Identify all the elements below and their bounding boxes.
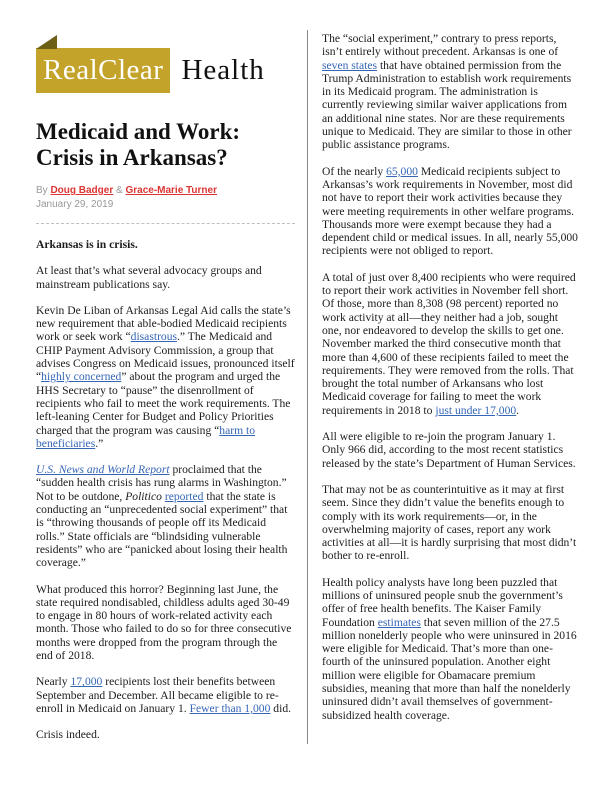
inline-link[interactable]: Fewer than 1,000 — [189, 701, 271, 715]
text-run: that have obtained permission from the Trump Administration to establish work requirements in its Medicaid program. The administration is currently reviewing similar waiver applications from an additional nine states. Nor are these requirements unique to Medicaid. They are similar to those in other public assistance programs. — [322, 58, 572, 152]
text-run: that the state is conducting an “unprecedented social experiment” that is “throwing thousands of people off its Medicaid rolls.” State officials are “blindsiding vulnerable residents” who are “panicked about losing their health coverage.” — [36, 489, 288, 570]
paragraph — [36, 728, 295, 741]
inline-link[interactable]: highly concerned — [41, 370, 122, 384]
paragraph — [322, 576, 578, 722]
inline-link[interactable]: just under 17,000 — [435, 403, 517, 417]
text-run: proclaimed that the “sudden health crisis has rung alarms in Washington.” Not to be outdone, — [36, 463, 287, 503]
publish-date: January 29, 2019 — [36, 199, 114, 210]
paragraph — [36, 675, 295, 715]
text-run: The “social experiment,” contrary to press reports, isn’t entirely without precedent. Arkansas is one of — [322, 32, 559, 59]
text-run: At least that’s what several advocacy groups and mainstream publications say. — [36, 264, 262, 291]
text-run: Crisis indeed. — [36, 728, 100, 742]
paragraph — [36, 463, 295, 569]
inline-link[interactable]: seven states — [322, 58, 378, 72]
paragraph — [36, 264, 295, 291]
text-run: Nearly — [36, 675, 71, 689]
paragraph — [322, 32, 578, 152]
text-run: did. — [270, 701, 292, 715]
text-run: that seven million of the 27.5 million nonelderly people who were uninsured in 2016 were eligible for Medicaid. That’s more than one-fourth of the uninsured population. Another eight million were eligible for Obamacare premium subsidies, meaning that more than half the nonelderly uninsured didn’t avail themselves of government-subsidized health coverage. — [322, 615, 577, 722]
inline-link[interactable]: harm to beneficiaries — [36, 423, 256, 450]
text-run: Kevin De Liban of Arkansas Legal Aid calls the state’s new requirement that able-bodied Medicaid recipients work or seek work “ — [36, 303, 291, 344]
logo-fold-icon — [36, 35, 57, 49]
text-run: That may not be as counterintuitive as it may at first seem. Since they didn’t value the benefits enough to comply with its work requirements—or, in the overwhelming majority of cases, report any work activities at all—it is hardly surprising that most didn’t bother to re-enroll. — [322, 482, 577, 563]
paragraph — [322, 430, 578, 470]
article-title — [36, 119, 295, 171]
left-column — [36, 0, 295, 742]
column-divider — [307, 30, 308, 744]
paragraph — [36, 304, 295, 450]
text-run: All were eligible to re-join the program January 1. Only 966 did, according to the most recent statistics released by the state’s Department of Human Services. — [322, 430, 576, 470]
byline — [36, 185, 295, 196]
text-run: A total of just over 8,400 recipients who were required to report their work activities in November fell short. Of those, more than 8,308 (98 percent) reported no work activity at all—they neither had a job, sought one, nor endeavored to develop the skills to get one. November marked the third consecutive month that more than 4,600 of these recipients failed to meet the requirements. They were removed from the rolls. That brought the total number of Arkansans who lost Medicaid coverage for failing to meet the work requirements in 2018 to — [322, 270, 576, 417]
paragraph — [36, 583, 295, 663]
text-run: Of the nearly — [322, 164, 387, 178]
paragraph — [322, 271, 578, 417]
logo-brand-text: RealClear — [43, 54, 164, 86]
logo-suffix-text: Health — [181, 54, 265, 86]
text-run: Politico — [125, 489, 162, 503]
paragraph — [36, 238, 295, 251]
inline-link[interactable]: estimates — [377, 615, 421, 629]
title-line-1: Medicaid and Work: — [36, 119, 241, 144]
inline-link[interactable]: U.S. News and World Report — [36, 463, 170, 477]
separator-line — [36, 223, 295, 224]
title-line-2: Crisis in Arkansas? — [36, 145, 228, 170]
inline-link[interactable]: disastrous — [130, 330, 178, 344]
author-link-grace-marie-turner[interactable]: Grace-Marie Turner — [125, 185, 217, 196]
text-run: What produced this horror? Beginning last June, the state required nondisabled, childless adults aged 30-49 to engage in 80 hours of work-related activity each month. Those who failed to do so for three consecutive months were dropped from the program through the end of 2018. — [36, 582, 292, 663]
inline-link[interactable]: reported — [164, 489, 204, 503]
right-column-text — [322, 32, 578, 722]
text-run: .” — [95, 436, 104, 450]
author-link-doug-badger[interactable]: Doug Badger — [50, 185, 114, 196]
text-run: . — [516, 403, 520, 417]
left-column-text — [36, 238, 295, 742]
text-run: ” about the program and urged the HHS Secretary to “pause” the disenrollment of recipients who fail to meet the work requirements. The left-leaning Center for Budget and Policy Priorities charged that the program was causing “ — [36, 370, 291, 437]
text-run: Health policy analysts have long been puzzled that millions of uninsured people snub the government’s offer of free health benefits. The Kaiser Family Foundation — [322, 575, 563, 629]
paragraph — [322, 483, 578, 563]
inline-link[interactable]: 17,000 — [70, 675, 103, 689]
byline-separator: & — [113, 185, 126, 196]
right-column — [322, 32, 578, 722]
inline-link[interactable]: 65,000 — [386, 164, 418, 178]
text-run: .” The Medicaid and CHIP Payment Advisory Commission, a group that advises Congress on Medicaid issues, pronounced itself “ — [36, 330, 295, 384]
text-run: Medicaid recipients subject to Arkansas’s work requirements in November, most did not have to report their work activities because they were meeting requirements in other welfare programs. Thousands more were exempt because they had a dependent child or medical issues. In all, nearly 55,000 recipients were not obliged to report. — [322, 164, 578, 258]
paragraph — [322, 165, 578, 258]
text-run: Arkansas is in crisis. — [36, 238, 138, 251]
text-run: recipients lost their benefits between September and December. All became eligible to re-enroll in Medicaid on January 1. — [36, 675, 279, 715]
logo-box — [36, 48, 170, 93]
brand-logo — [36, 48, 295, 93]
byline-prefix: By — [36, 185, 51, 196]
